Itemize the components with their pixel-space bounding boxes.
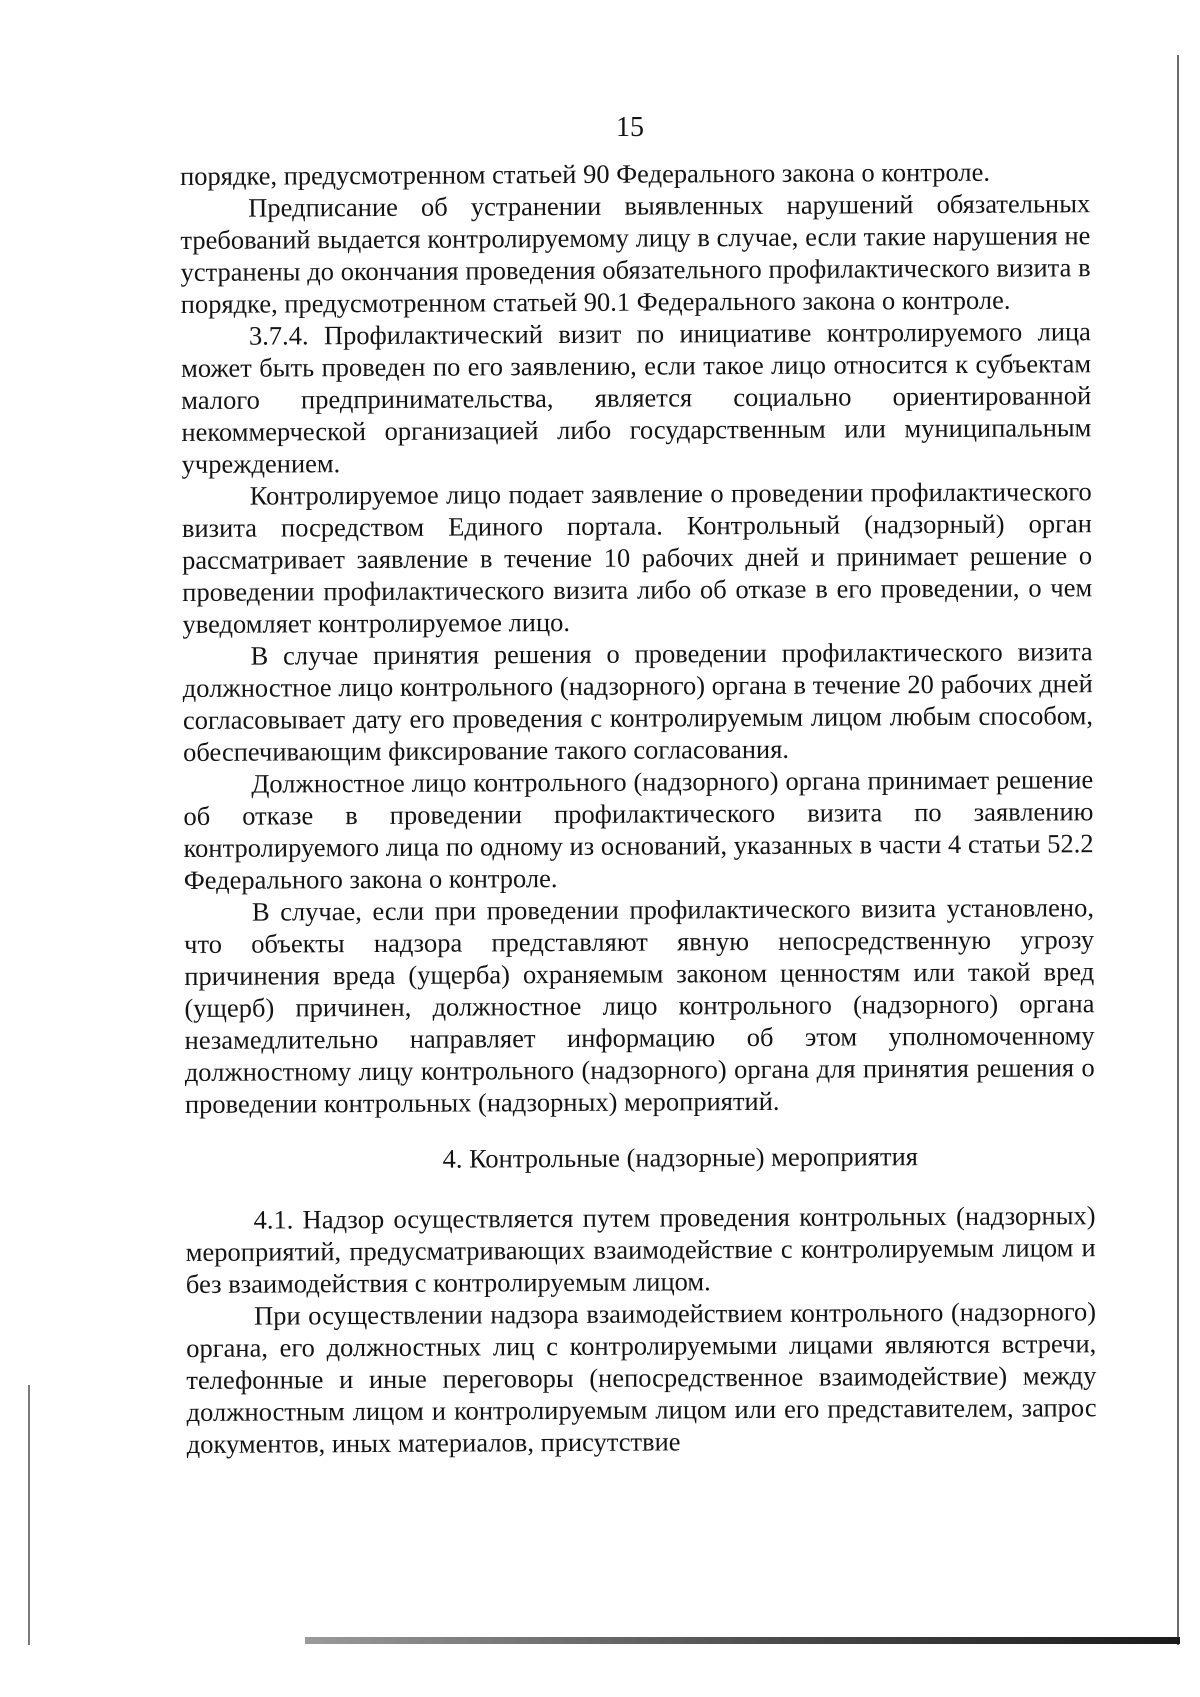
document-body [180,155,1097,1460]
paragraph: Контролируемое лицо подает заявление о проведении профилактического визита посредством Единого портала. Контрольный (надзорный) орган рассматривает заявление в течение 10 рабочих дней и принимает решение о проведении профилактического визита либо об отказе в его проведении, о чем уведомляет контролируемое лицо. [181,476,1093,639]
paragraph: Предписание об устранении выявленных нарушений обязательных требований выдается контролируемому лицу в случае, если такие нарушения не устранены до окончания проведения обязательного профилактического визита в порядке, предусмотренном статьей 90.1 Федерального закона о контроле. [180,188,1091,319]
paragraph: В случае принятия решения о проведении профилактического визита должностное лицо контрольного (надзорного) органа в течение 20 рабочих дней согласовывает дату его проведения с контролируемым лицом любым способом, обеспечивающим фиксирование такого согласования. [182,636,1093,767]
paragraph: Должностное лицо контрольного (надзорного) органа принимает решение об отказе в проведении профилактического визита по заявлению контролируемого лица по одному из оснований, указанных в части 4 статьи 52.2 Федерального закона о контроле. [183,764,1094,895]
paragraph: При осуществлении надзора взаимодействием контрольного (надзорного) органа, его должностных лиц с контролируемыми лицами являются встречи, телефонные и иные переговоры (непосредственное взаимодействие) между должностным лицом и контролируемым лицом или его представителем, запрос документов, иных материалов, присутствие [186,1296,1097,1459]
section-heading: 4. Контрольные (надзорные) мероприятия [442,1141,919,1174]
paragraph: В случае, если при проведении профилактического визита установлено, что объекты надзора представляют явную непосредственную угрозу причинения вреда (ущерба) охраняемым законом ценностям или такой вред (ущерб) причинен, должностное лицо контрольного (надзорного) органа незамедлительно направляет информацию об этом уполномоченному должностному лицу контрольного (надзорного) органа для принятия решения о проведении контрольных (надзорных) мероприятий. [184,892,1095,1119]
paragraph: 4.1. Надзор осуществляется путем проведения контрольных (надзорных) мероприятий, предусматривающих взаимодействие с контролируемым лицом и без взаимодействия с контролируемым лицом. [185,1200,1096,1299]
scan-edge-bottom-line [305,1637,1180,1644]
page-number: 15 [616,112,644,143]
scan-edge-left-line [28,1385,30,1645]
scan-edge-right-line [1177,55,1179,1645]
paragraph: 3.7.4. Профилактический визит по инициативе контролируемого лица может быть проведен по его заявлению, если такое лицо относится к субъектам малого предпринимательства, является социально ориентированной некоммерческой организацией либо государственным или муниципальным учреждением. [181,316,1092,479]
paragraph-continuation: порядке, предусмотренном статьей 90 Федерального закона о контроле. [180,156,991,191]
